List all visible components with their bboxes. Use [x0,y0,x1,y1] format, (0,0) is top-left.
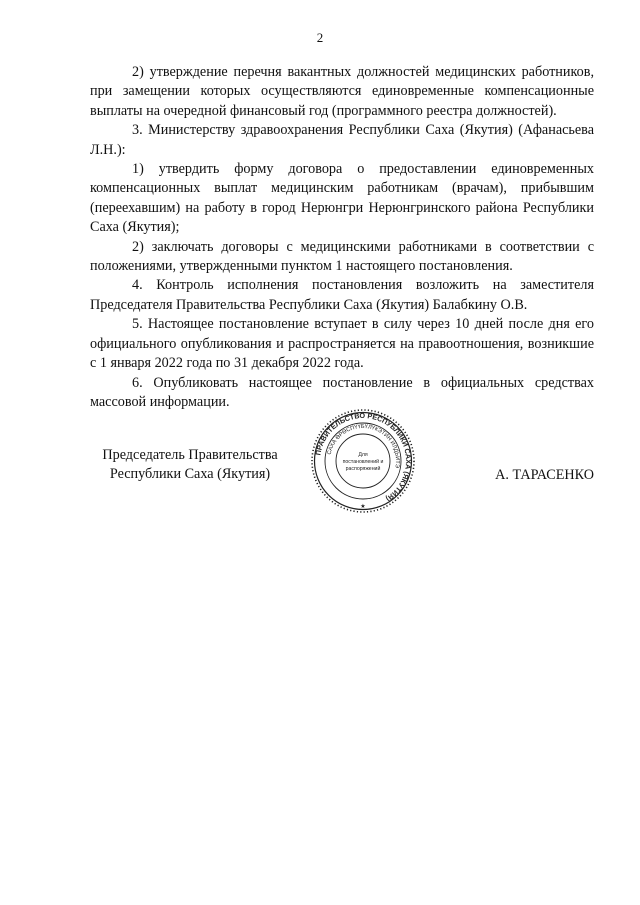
seal-center-text: постановлений и [342,459,384,465]
paragraph: 4. Контроль исполнения постановления возложить на заместителя Председателя Правительства Республики Саха (Якутия) Балабкину О.В. [90,277,594,313]
seal-center-text: Для [358,452,368,458]
signatory-name: А. ТАРАСЕНКО [495,467,594,483]
seal-inner-text: САХА ӨРӨСПҮҮБҮЛҮКЭТИН ИЛДЬИТЭ [326,423,401,469]
paragraph: 5. Настоящее постановление вступает в силу через 10 дней после дня его официального опубликования и распространяется на правоотношения, возникшие с 1 января 2022 года по 31 декабря 2022 года. [90,316,594,372]
paragraph: 2) утверждение перечня вакантных должностей медицинских работников, при замещении которых осуществляются единовременные компенсационные выплаты на очередной финансовый год (программного реестра должностей). [90,64,594,119]
signatory-title [90,446,290,485]
paragraph: 1) утвердить форму договора о предоставлении единовременных компенсационных выплат медицинским работникам (врачам), прибывшим (переехавшим) на работу в город Нерюнгри Нерюнгринского района Республики Саха (Якутия); [90,161,594,236]
paragraph: 3. Министерству здравоохранения Республики Саха (Якутия) (Афанасьева Л.Н.): [90,122,594,158]
paragraph: 2) заключать договоры с медицинскими работниками в соответствии с положениями, утвержденными пунктом 1 настоящего постановления. [90,238,594,275]
seal-outer-text: ПРАВИТЕЛЬСТВО РЕСПУБЛИКИ САХА (ЯКУТИЯ) [313,410,414,504]
paragraph: 6. Опубликовать настоящее постановление в официальных средствах массовой информации. [90,374,594,410]
signatory-title-line: Республики Саха (Якутия) [109,466,271,483]
signatory-title-line: Председатель Правительства [102,447,278,463]
page-number: 2 [316,30,324,45]
seal-star-icon: ★ [360,503,366,510]
official-seal [310,408,416,514]
document-body [90,63,594,412]
seal-center-text: распоряжений [345,466,381,472]
